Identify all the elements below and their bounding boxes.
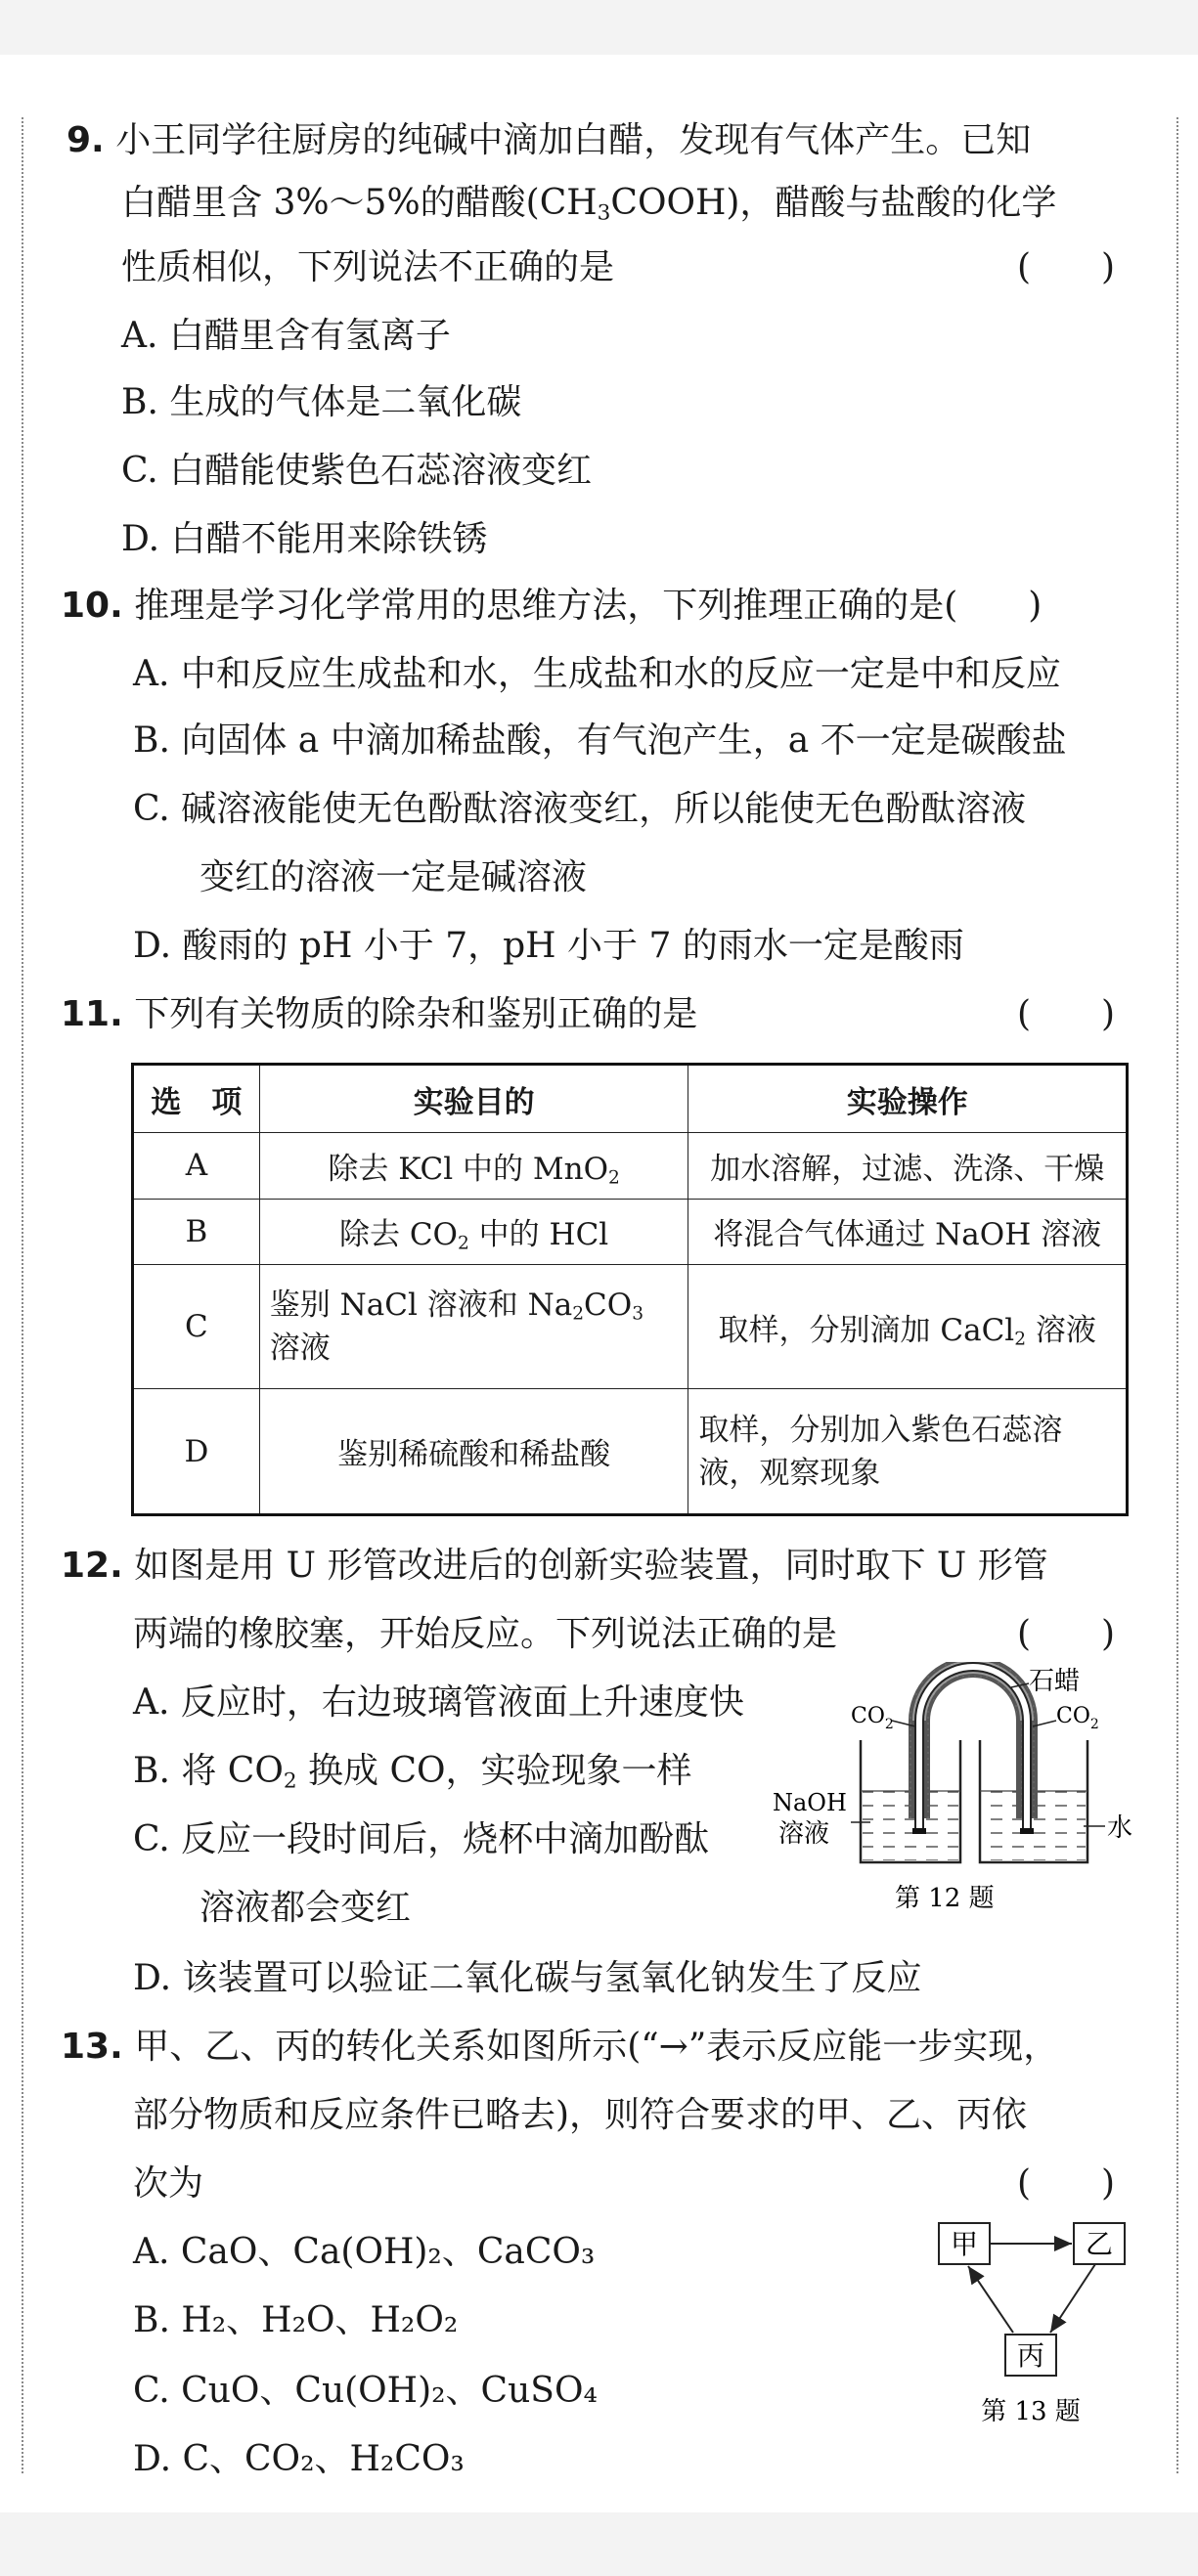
page-top-margin xyxy=(0,0,1198,55)
right-dotted-border xyxy=(1176,117,1178,2473)
q12-option-d: D. 该装置可以验证二氧化碳与氢氧化钠发生了反应 xyxy=(133,1958,922,1998)
table-header-operation: 实验操作 xyxy=(688,1065,1128,1133)
q13-line2: 部分物质和反应条件已略去)，则符合要求的甲、乙、丙依 xyxy=(133,2095,1028,2135)
table-row: B 除去 $CO_2$ 中的 HCl 将混合气体通过 NaOH 溶液 xyxy=(133,1199,1128,1264)
q12-figure-u-tube xyxy=(773,1662,1144,1916)
q13-option-c: C. CuO、Cu(OH)₂、CuSO₄ xyxy=(133,2371,598,2411)
q13-line1: 13. 甲、乙、丙的转化关系如图所示(“→”表示反应能一步实现， xyxy=(61,2027,1059,2067)
table-row: C 鉴别 NaCl 溶液和 $Na_2CO_3$ 溶液 取样，分别滴加 CaCl$_2$ 溶液 xyxy=(133,1264,1128,1389)
q13-figure-caption: 第 13 题 xyxy=(981,2397,1081,2426)
node-yi: 乙 xyxy=(1085,2228,1114,2260)
q11-line1: 11. 下列有关物质的除杂和鉴别正确的是 xyxy=(61,994,698,1034)
q13-figure-conversion xyxy=(929,2209,1144,2434)
q9-line3: 性质相似，下列说法不正确的是 xyxy=(121,247,615,287)
q13-number: 13. xyxy=(61,2027,123,2067)
label-co2-left: $CO_2$ xyxy=(851,1704,894,1732)
table-row: D 鉴别稀硫酸和稀盐酸 取样，分别加入紫色石蕊溶液，观察现象 xyxy=(133,1389,1128,1515)
q10-option-d: D. 酸雨的 pH 小于 7，pH 小于 7 的雨水一定是酸雨 xyxy=(133,926,964,966)
label-naoh: NaOH xyxy=(773,1789,847,1816)
q10-option-a: A. 中和反应生成盐和水，生成盐和水的反应一定是中和反应 xyxy=(133,654,1061,694)
q11-table xyxy=(131,1063,1129,1516)
q9-option-b: B. 生成的气体是二氧化碳 xyxy=(121,382,522,422)
q11-answer-paren: ( ) xyxy=(1017,994,1116,1034)
q13-option-b: B. H₂、H₂O、H₂O₂ xyxy=(133,2300,459,2340)
node-bing: 丙 xyxy=(1016,2339,1045,2372)
table-header-option: 选 项 xyxy=(133,1065,260,1133)
q12-answer-paren: ( ) xyxy=(1017,1614,1116,1654)
q9-option-a: A. 白醋里含有氢离子 xyxy=(121,316,451,356)
q12-option-a: A. 反应时，右边玻璃管液面上升速度快 xyxy=(133,1682,744,1723)
q12-line1: 12. 如图是用 U 形管改进后的创新实验装置，同时取下 U 形管 xyxy=(61,1546,1048,1586)
q9-number: 9. xyxy=(67,120,105,160)
q13-answer-paren: ( ) xyxy=(1017,2163,1116,2204)
q12-option-c-line1: C. 反应一段时间后，烧杯中滴加酚酞 xyxy=(133,1819,710,1859)
q10-option-c-line2: 变红的溶液一定是碱溶液 xyxy=(200,857,588,897)
q9-line2: 白醋里含 3%～5%的醋酸$(CH_3COOH)$，醋酸与盐酸的化学 xyxy=(121,183,1057,226)
q9-answer-paren: ( ) xyxy=(1017,247,1116,287)
left-dotted-border xyxy=(22,117,23,2473)
q13-option-d: D. C、CO₂、H₂CO₃ xyxy=(133,2439,465,2479)
table-row: A 除去 KCl 中的 MnO$_2$ 加水溶解，过滤、洗涤、干燥 xyxy=(133,1133,1128,1199)
q9-option-c: C. 白醋能使紫色石蕊溶液变红 xyxy=(121,451,593,491)
label-solution: 溶液 xyxy=(778,1819,830,1849)
q10-option-b: B. 向固体 a 中滴加稀盐酸，有气泡产生，a 不一定是碳酸盐 xyxy=(133,720,1067,761)
label-water: 水 xyxy=(1107,1813,1133,1843)
q12-line2: 两端的橡胶塞，开始反应。下列说法正确的是 xyxy=(133,1614,838,1654)
q11-number: 11. xyxy=(61,994,123,1034)
q10-option-c-line1: C. 碱溶液能使无色酚酞溶液变红，所以能使无色酚酞溶液 xyxy=(133,789,1027,829)
q9-line1: 9. 小王同学往厨房的纯碱中滴加白醋，发现有气体产生。已知 xyxy=(67,120,1032,160)
node-jia: 甲 xyxy=(950,2228,979,2260)
q12-option-c-line2: 溶液都会变红 xyxy=(200,1888,412,1928)
label-co2-right: $CO_2$ xyxy=(1056,1704,1099,1732)
q12-option-b: B. 将 $CO_2$ 换成 CO，实验现象一样 xyxy=(133,1751,692,1794)
q12-number: 12. xyxy=(61,1546,123,1586)
q10-number: 10. xyxy=(61,586,123,626)
q12-figure-caption: 第 12 题 xyxy=(895,1884,995,1913)
q10-line1: 10. 推理是学习化学常用的思维方法，下列推理正确的是( ) xyxy=(61,586,1043,626)
q9-option-d: D. 白醋不能用来除铁锈 xyxy=(121,519,488,559)
q13-line3: 次为 xyxy=(133,2163,204,2204)
page-bottom-margin xyxy=(0,2512,1198,2576)
q13-option-a: A. CaO、Ca(OH)₂、CaCO₃ xyxy=(133,2232,596,2272)
label-wax: 石蜡 xyxy=(1029,1667,1081,1696)
table-header-goal: 实验目的 xyxy=(259,1065,688,1133)
